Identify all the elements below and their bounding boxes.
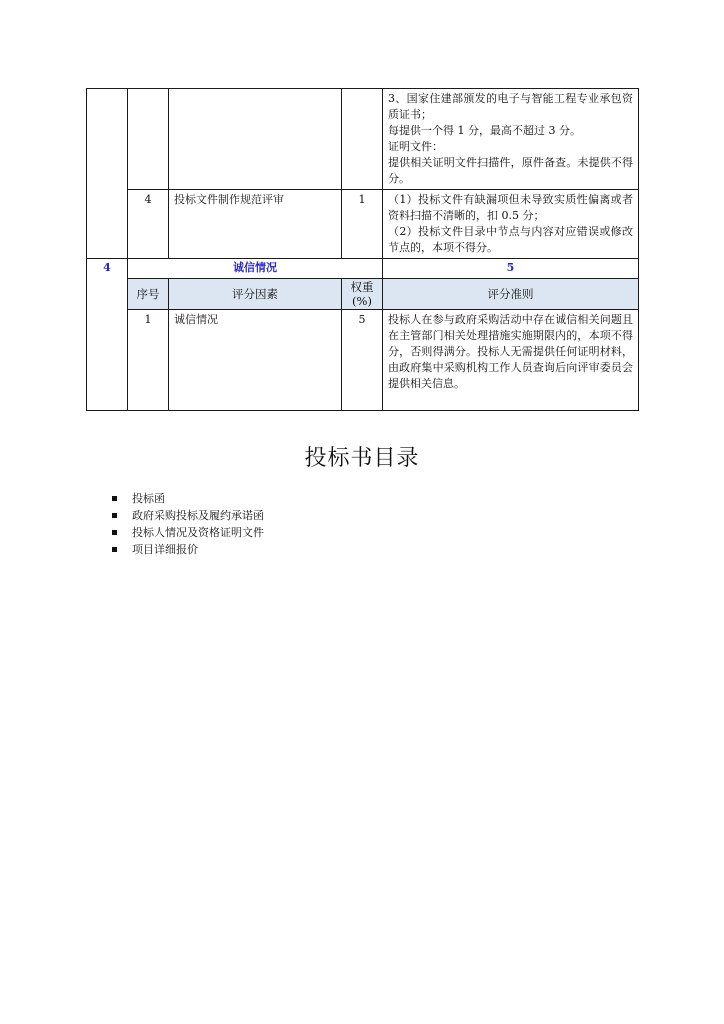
row-number-cell: 4 (128, 190, 169, 259)
section-row (87, 259, 639, 279)
row-factor-cell (169, 89, 342, 190)
section-index: 4 (87, 259, 128, 411)
square-bullet-icon (112, 547, 117, 552)
row-weight-cell: 1 (342, 190, 383, 259)
toc-item (112, 541, 264, 558)
section-title: 诚信情况 (128, 259, 383, 279)
row-factor-cell: 诚信情况 (169, 310, 342, 411)
row-weight-cell: 5 (342, 310, 383, 411)
toc-item-label: 政府采购投标及履约承诺函 (132, 509, 264, 522)
toc-title: 投标书目录 (304, 446, 420, 471)
table-row (87, 190, 639, 259)
row-number-cell (128, 89, 169, 190)
table-row (87, 89, 639, 190)
row-criteria-cell (383, 89, 639, 190)
row-number-cell: 1 (128, 310, 169, 411)
toc-item (112, 490, 264, 507)
criteria-line: （1）投标文件有缺漏项但未导致实质性偏离或者资料扫描不清晰的，扣 0.5 分； (388, 193, 633, 222)
outer-index-cell (87, 89, 128, 259)
criteria-line: 每提供一个得 1 分，最高不超过 3 分。 (388, 124, 581, 137)
section-score: 5 (383, 259, 639, 279)
square-bullet-icon (112, 513, 117, 518)
toc-item-label: 项目详细报价 (132, 543, 198, 556)
header-row (87, 279, 639, 310)
row-criteria-cell (383, 190, 639, 259)
header-seq: 序号 (128, 279, 169, 310)
toc-item-label: 投标函 (132, 492, 165, 505)
toc-item-label: 投标人情况及资格证明文件 (132, 526, 264, 539)
header-factor: 评分因素 (169, 279, 342, 310)
criteria-line: （2）投标文件目录中节点与内容对应错误或修改节点的，本项不得分。 (388, 225, 633, 254)
row-weight-cell (342, 89, 383, 190)
toc-item (112, 507, 264, 524)
square-bullet-icon (112, 530, 117, 535)
toc-list (112, 490, 264, 558)
row-factor-cell: 投标文件制作规范评审 (169, 190, 342, 259)
header-criteria: 评分准则 (383, 279, 639, 310)
criteria-line: 提供相关证明文件扫描件，原件备查。未提供不得分。 (388, 156, 633, 185)
header-weight-line2: (%) (352, 294, 372, 308)
criteria-line: 3、国家住建部颁发的电子与智能工程专业承包资质证书； (388, 92, 633, 121)
table-row (87, 310, 639, 411)
row-criteria-cell: 投标人在参与政府采购活动中存在诚信相关问题且在主管部门相关处理措施实施期限内的，本项不得分，否则得满分。投标人无需提供任何证明材料，由政府集中采购机构工作人员查询后向评审委员会提供相关信息。 (383, 310, 639, 411)
header-weight-line1: 权重 (350, 280, 374, 294)
header-weight (342, 279, 383, 310)
toc-item (112, 524, 264, 541)
criteria-line: 证明文件： (388, 140, 443, 153)
square-bullet-icon (112, 496, 117, 501)
scoring-table (86, 88, 639, 411)
